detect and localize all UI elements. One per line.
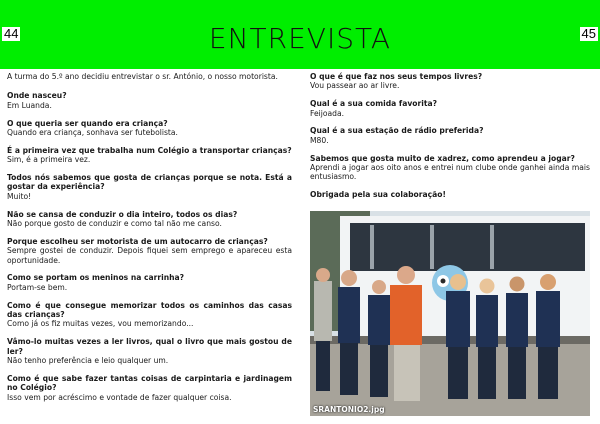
question-text: Como se portam os meninos na carrinha?: [7, 273, 185, 283]
qa-item: [310, 72, 590, 91]
interview-left-column: [7, 72, 292, 410]
qa-item: [310, 126, 590, 145]
question-text: Qual é a sua comida favorita?: [310, 99, 438, 109]
answer-text: M80.: [310, 135, 329, 145]
page-title: ENTREVISTA: [208, 22, 392, 55]
answer-text: Sim, é a primeira vez.: [7, 155, 91, 165]
question-text: Não se cansa de conduzir o dia inteiro, todos os dias?: [7, 209, 238, 219]
answer-text: Feijoada.: [310, 108, 345, 118]
answer-text: Como já os fiz muitas vezes, vou memorizando...: [7, 319, 194, 329]
right-qa-list: [310, 72, 590, 182]
question-text: Onde nasceu?: [7, 91, 67, 101]
question-text: O que queria ser quando era criança?: [7, 118, 168, 128]
qa-item: [310, 99, 590, 118]
question-text: Como é que sabe fazer tantas coisas de carpintaria e jardinagem no Colégio?: [7, 373, 292, 393]
qa-item: [7, 273, 292, 292]
qa-item: [7, 173, 292, 201]
qa-item: [7, 91, 292, 110]
question-text: É a primeira vez que trabalha num Colégio a transportar crianças?: [7, 145, 292, 155]
question-text: Sabemos que gosta muito de xadrez, como aprendeu a jogar?: [310, 153, 575, 163]
qa-item: [7, 210, 292, 229]
question-text: O que é que faz nos seus tempos livres?: [310, 72, 483, 81]
answer-text: Portam-se bem.: [7, 282, 68, 292]
qa-item: [310, 154, 590, 182]
header-banner: [0, 0, 600, 69]
answer-text: Isso vem por acréscimo e vontade de fazer qualquer coisa.: [7, 392, 232, 402]
question-text: Porque escolheu ser motorista de um autocarro de crianças?: [7, 236, 268, 246]
answer-text: Não tenho preferência e leio qualquer um.: [7, 356, 169, 366]
answer-text: Em Luanda.: [7, 100, 52, 110]
answer-text: Sempre gostei de conduzir. Depois fiquei sem emprego e apareceu esta oportunidade.: [7, 246, 292, 265]
qa-item: [7, 301, 292, 329]
answer-text: Vou passear ao ar livre.: [310, 81, 400, 91]
left-qa-list: [7, 91, 292, 402]
closing-text: Obrigada pela sua colaboração!: [310, 190, 446, 200]
group-photo: [310, 211, 590, 416]
answer-text: Aprendi a jogar aos oito anos e entrei num clube onde ganhei ainda mais entusiasmo.: [310, 163, 590, 182]
page-number-right: 45: [581, 26, 596, 41]
qa-item: [7, 146, 292, 165]
answer-text: Quando era criança, sonhava ser futebolista.: [7, 128, 178, 138]
answer-text: Não porque gosto de conduzir e como tal não me canso.: [7, 219, 222, 229]
intro-text: A turma do 5.º ano decidiu entrevistar o sr. António, o nosso motorista.: [7, 72, 278, 81]
question-text: Todos nós sabemos que gosta de crianças porque se nota. Está a gostar da experiência?: [7, 173, 292, 192]
group-photo-illustration: [310, 211, 590, 416]
qa-item: [7, 237, 292, 265]
qa-item: [7, 374, 292, 402]
qa-item: [7, 337, 292, 365]
qa-item: [7, 119, 292, 138]
page-number-left: 44: [4, 26, 19, 41]
answer-text: Muito!: [7, 191, 32, 201]
photo-caption: SRANTONIO2.jpg: [313, 405, 385, 414]
question-text: Qual é a sua estação de rádio preferida?: [310, 126, 484, 136]
question-text: Como é que consegue memorizar todos os caminhos das casas das crianças?: [7, 300, 292, 320]
interview-right-column: [310, 72, 590, 200]
question-text: Vâmo-lo muitas vezes a ler livros, qual o livro que mais gostou de ler?: [7, 337, 292, 356]
